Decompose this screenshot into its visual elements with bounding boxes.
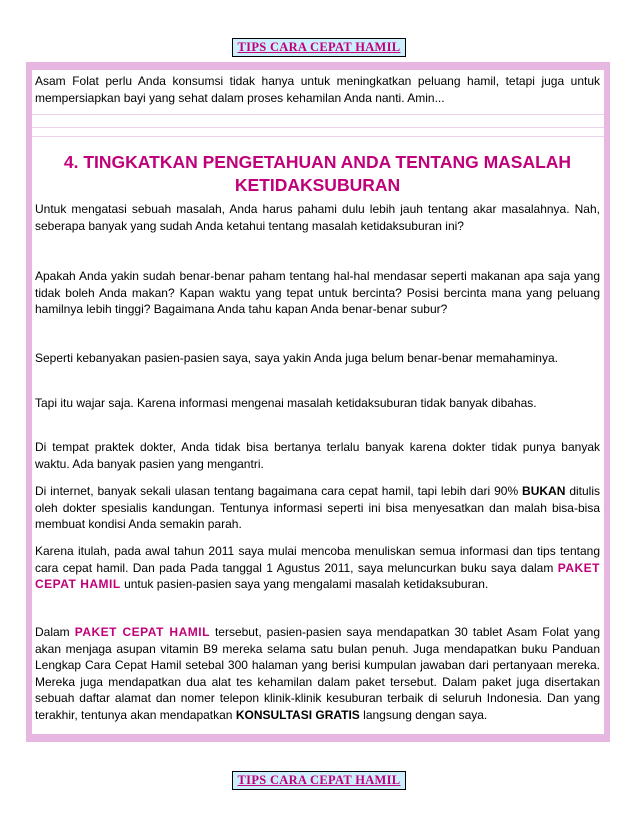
row-divider	[32, 127, 604, 128]
p7-text-b: untuk pasien-pasien saya yang mengalami masalah ketidaksuburan.	[124, 577, 489, 591]
paragraph-3: Seperti kebanyakan pasien-pasien saya, saya yakin Anda juga belum benar-benar memahaminya.	[35, 351, 558, 365]
section-title-line-1: 4. TINGKATKAN PENGETAHUAN ANDA TENTANG MASALAH	[63, 152, 572, 172]
paragraph-4: Tapi itu wajar saja. Karena informasi mengenai masalah ketidaksuburan tidak banyak dibahas.	[35, 396, 537, 410]
content-box	[32, 70, 604, 734]
paragraph-1: Untuk mengatasi sebuah masalah, Anda harus pahami dulu lebih jauh tentang akar masalahnya. Nah, seberapa banyak yang sudah Anda ketahui tentang masalah ketidaksuburan ini?	[35, 202, 600, 233]
content-frame	[26, 62, 610, 742]
intro-paragraph: Asam Folat perlu Anda konsumsi tidak hanya untuk meningkatkan peluang hamil, tetapi juga untuk mempersiapkan bayi yang sehat dalam proses kehamilan Anda nanti. Amin...	[35, 74, 600, 105]
p6-text-b: ditulis oleh dokter spesialis kandungan. Tentunya informasi seperti ini bisa menyesatkan dan malah bisa-bisa membuat kondisi Anda semakin parah.	[35, 484, 600, 531]
paragraph-5: Di tempat praktek dokter, Anda tidak bisa bertanya terlalu banyak karena dokter tidak punya banyak waktu. Ada banyak pasien yang mengantri.	[35, 440, 600, 471]
row-divider	[32, 136, 604, 137]
paket-cepat-hamil-highlight: PAKET CEPAT HAMIL	[35, 560, 600, 591]
paragraph-6	[35, 483, 600, 533]
p8-text-a: Dalam	[35, 625, 70, 639]
section-title	[35, 151, 600, 197]
footer	[0, 771, 638, 790]
paket-cepat-hamil-highlight: PAKET CEPAT HAMIL	[74, 625, 210, 639]
p8-text-b: tersebut, pasien-pasien saya mendapatkan 30 tablet Asam Folat yang akan menjaga asupan vitamin B9 mereka selama satu bulan penuh. Juga mendapatkan buku Panduan Lengkap Cara Cepat Hamil setebal 300 halaman yang berisi kumpulan jawaban dari pertanyaan mereka. Mereka juga mendapatkan dua alat tes kehamilan dalam paket tersebut. Dalam paket juga disertakan sebuah daftar alamat dan nomer telepon klinik-klinik kesuburan terbaik di seluruh Indonesia. Dan yang terakhir, tentunya akan mendapatkan	[35, 625, 600, 722]
konsultasi-gratis-bold: KONSULTASI GRATIS	[235, 707, 360, 722]
p8-text-c: langsung dengan saya.	[363, 707, 488, 722]
row-divider	[32, 114, 604, 115]
header-title: TIPS CARA CEPAT HAMIL	[232, 38, 407, 57]
p7-text-a: Karena itulah, pada awal tahun 2011 saya mulai mencoba menuliskan semua informasi dan tips tentang cara cepat hamil. Dan pada Pada tanggal 1 Agustus 2011, saya meluncurkan buku saya dalam	[35, 544, 600, 575]
paragraph-2: Apakah Anda yakin sudah benar-benar paham tentang hal-hal mendasar seperti makanan apa saja yang tidak boleh Anda makan? Kapan waktu yang tepat untuk bercinta? Posisi bercinta mana yang peluang hamilnya lebih tinggi? Bagaimana Anda tahu kapan Anda benar-benar subur?	[35, 269, 600, 316]
p6-bold: BUKAN	[522, 484, 566, 498]
footer-title: TIPS CARA CEPAT HAMIL	[232, 771, 407, 790]
paragraph-8	[35, 624, 600, 723]
header	[0, 38, 638, 57]
section-title-line-2: KETIDAKSUBURAN	[234, 175, 401, 195]
p6-text-a: Di internet, banyak sekali ulasan tentang bagaimana cara cepat hamil, tapi lebih dari 90%	[35, 484, 519, 498]
paragraph-7	[35, 543, 600, 593]
